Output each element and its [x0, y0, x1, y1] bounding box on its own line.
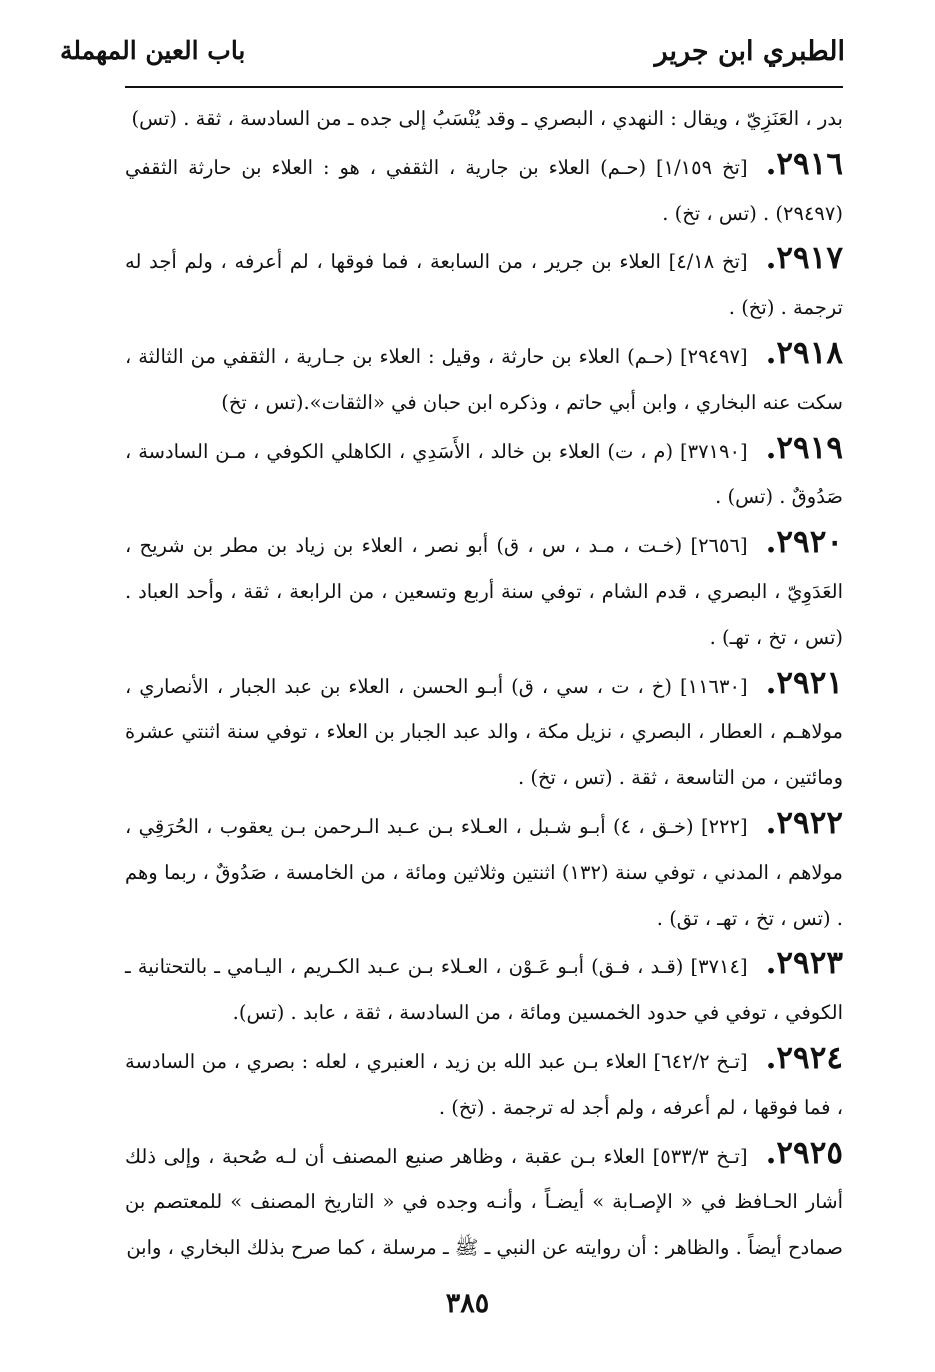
entry-number: ٢٩٢٣.	[765, 945, 843, 982]
entry-text: [٢٩٤٩٧] (حـم) العلاء بن حارثة ، وقيل : العلاء بن جـارية ، الثقفي من الثالثة ، سكت عنه البخاري ، وابن أبي حاتم ، وذكره ابن حبان في «الثقات».(تس ، تخ)	[125, 344, 843, 414]
entry-text: [٣٧١٩٠] (م ، ت) العلاء بن خالد ، الأَسَدِي ، الكاهلي الكوفي ، مـن السادسة ، صَدُوقٌ . (تس) .	[125, 439, 843, 509]
entry-number: ٢٩٢٢.	[765, 804, 843, 841]
entry-number: ٢٩١٩.	[765, 429, 843, 466]
entry-number: ٢٩٢٤.	[765, 1039, 843, 1076]
entry-number: ٢٩٢٠.	[765, 524, 843, 561]
page-number: ٣٨٥	[445, 1288, 490, 1319]
entry-text: [٣٧١٤] (قـد ، فـق) أبـو عَـوْن ، العـلاء بـن عـبد الكـريم ، اليـامي ـ بالتحتانية ـ الكوفي ، توفي في حدود الخمسين ومائة ، من السادسة ، ثقة ، عابد . (تس).	[125, 955, 843, 1025]
chapter-title: باب العين المهملة	[60, 36, 246, 65]
entry	[125, 520, 843, 660]
entry	[125, 426, 843, 521]
entry-number: ٢٩٢٥.	[765, 1134, 843, 1171]
entry	[125, 1036, 843, 1131]
entry-text: [٢٢٢] (خـق ، ٤) أبـو شـبل ، العـلاء بـن عـبد الـرحمن بـن يعقوب ، الحُرَقِي ، مولاهم ، المدني ، توفي سنة (١٣٢) اثنتين وثلاثين ومائة ، من الخامسة ، صَدُوقٌ ، ربما وهم . (تس ، تخ ، تهـ ، تق) .	[125, 814, 844, 930]
entry-text: [تـخ ٦٤٢/٢] العلاء بـن عبد الله بن زيد ، العنبري ، لعله : بصري ، من السادسة ، فما فوقها ، لم أعرفه ، ولم أجد له ترجمة . (تخ) .	[125, 1049, 843, 1119]
entry-text: [تخ ١/١٥٩] (حـم) العلاء بن جارية ، الثقفي ، هو : العلاء بن حارثة الثقفي (٢٩٤٩٧) . (تس ، تخ) .	[125, 155, 843, 225]
entry	[125, 661, 843, 801]
entry	[125, 331, 843, 426]
entry	[125, 801, 843, 941]
page-body	[125, 96, 843, 1271]
entry-number: ٢٩١٧.	[765, 240, 843, 277]
entry-number: ٢٩٢١.	[765, 664, 843, 701]
entry	[125, 142, 843, 237]
continuation-text: بدر ، العَنَزِيّ ، ويقال : النهدي ، البصري ـ وقد يُنْسَبُ إلى جده ـ من السادسة ، ثقة . (تس)	[131, 107, 843, 130]
page-header	[60, 30, 845, 90]
entry-text: [تخ ٤/١٨] العلاء بن جرير ، من السابعة ، فما فوقها ، لم أعرفه ، ولم أجد له ترجمة . (تخ) .	[125, 250, 843, 320]
entry-text: [٢٦٥٦] (خـت ، مـد ، س ، ق) أبو نصر ، العلاء بن زياد بن مطر بن شريح ، العَدَوِيّ ، البصري ، قدم الشام ، توفي سنة أربع وتسعين ، من الرابعة ، ثقة ، وأحد العباد . (تس ، تخ ، تهـ) .	[125, 534, 843, 649]
entry-text: [١١٦٣٠] (خ ، ت ، سي ، ق) أبـو الحسن ، العلاء بن عبد الجبار ، الأنصاري ، مولاهـم ، العطار ، البصري ، نزيل مكة ، والد عبد الجبار بن العلاء ، توفي سنة اثنتي عشرة ومائتين ، من التاسعة ، ثقة . (تس ، تخ) .	[125, 674, 843, 790]
entry-text: [تـخ ٥٣٣/٣] العلاء بـن عقبة ، وظاهر صنيع المصنف أن لـه صُحبة ، وإلى ذلك أشار الحـافظ في « الإصـابة » أيضـاً ، وأنـه وجده في « التاريخ المصنف » للمعتصم بن صمادح أيضاً . والظاهر : أن روايته عن النبي ـ ﷺ ـ مرسلة ، كما صرح بذلك البخاري ، وابن	[125, 1144, 843, 1260]
entry-number: ٢٩١٨.	[765, 334, 843, 371]
book-title: الطبري ابن جرير	[654, 36, 845, 67]
header-rule	[125, 86, 843, 88]
entry	[125, 941, 843, 1036]
entry	[125, 1131, 843, 1271]
entry-number: ٢٩١٦.	[765, 145, 843, 182]
entry	[125, 236, 843, 331]
